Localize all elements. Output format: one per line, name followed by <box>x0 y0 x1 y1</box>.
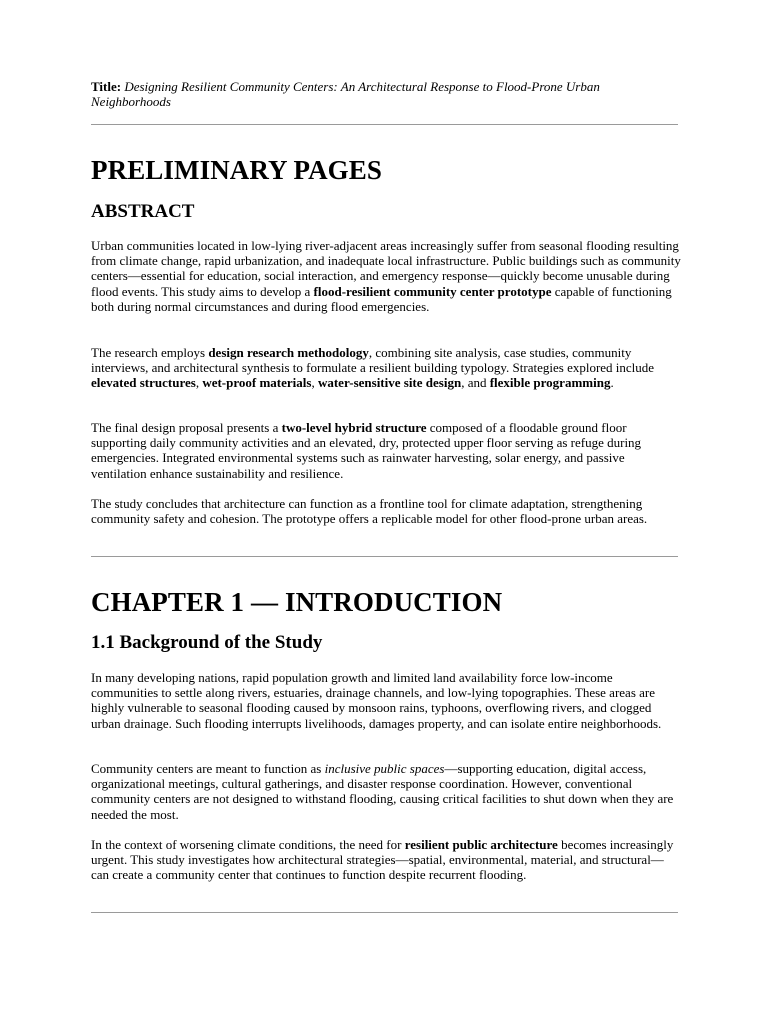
bold-term: flexible programming <box>489 375 611 391</box>
text-run: , <box>311 375 318 391</box>
bold-term: water-sensitive site design <box>317 375 462 391</box>
section-1-1-heading: 1.1 Background of the Study <box>91 632 323 653</box>
text-run: composed of a floodable ground floor supporting daily community activities and an elevated, dry, protected upper floor serving as refuge during emergencies. Integrated environmental systems such as rainwater harvesting, solar energy, and passive ventilation enhance sustainability and resilience. <box>91 420 642 481</box>
preliminary-pages-heading: PRELIMINARY PAGES <box>91 155 383 185</box>
text-run: . <box>610 375 614 391</box>
abstract-paragraph-1 <box>91 238 681 314</box>
title-label: Title: <box>91 79 122 94</box>
title-text: Designing Resilient Community Centers: An Architectural Response to Flood-Prone Urban Neighborhoods <box>91 79 600 110</box>
text-run: , and <box>461 375 490 391</box>
text-run: capable of functioning both during normal circumstances and during flood emergencies. <box>91 283 672 314</box>
bold-term: design research methodology <box>208 345 369 360</box>
bold-term: wet-proof materials <box>202 375 312 391</box>
bold-term: resilient public architecture <box>404 837 558 852</box>
background-paragraph-1: In many developing nations, rapid population growth and limited land availability force low-income communities to settle along rivers, estuaries, drainage channels, and low-lying topographies. These areas are highly vulnerable to seasonal flooding caused by monsoon rains, typhoons, overflowing rivers, and clogged urban drainage. Such flooding interrupts livelihoods, damages property, and can isolate entire neighborhoods. <box>91 670 662 731</box>
chapter-1-heading: CHAPTER 1 — INTRODUCTION <box>91 587 503 617</box>
bold-term: elevated structures <box>91 375 196 391</box>
background-paragraph-3 <box>91 837 681 883</box>
background-paragraph-2 <box>91 761 681 822</box>
text-run: , <box>195 375 203 391</box>
horizontal-rule <box>91 124 678 125</box>
document-title <box>91 79 681 109</box>
text-run: —supporting education, digital access, organizational meetings, cultural gatherings, and disaster response coordination. However, conventional community centers are not designed to withstand flooding, causing critical facilities to shut down when they are needed the most. <box>91 761 674 822</box>
text-run: becomes increasingly urgent. This study investigates how architectural strategies—spatial, environmental, material, and structural—can create a community center that continues to function despite recurrent flooding. <box>91 837 674 883</box>
abstract-paragraph-4: The study concludes that architecture can function as a frontline tool for climate adaptation, strengthening community safety and cohesion. The prototype offers a replicable model for other flood-prone urban areas. <box>91 496 648 527</box>
text-run: The research employs <box>91 345 209 360</box>
abstract-heading: ABSTRACT <box>91 201 195 222</box>
italic-term: inclusive public spaces <box>324 761 445 776</box>
text-run: In the context of worsening climate conditions, the need for <box>91 837 405 852</box>
text-run: Community centers are meant to function as <box>91 761 325 776</box>
text-run: The final design proposal presents a <box>91 420 282 435</box>
text-run: , combining site analysis, case studies, community interviews, and architectural synthesis to formulate a resilient building typology. Strategies explored include <box>91 345 655 376</box>
bold-term: two-level hybrid structure <box>281 420 427 435</box>
bold-term: flood-resilient community center prototype <box>313 283 552 299</box>
horizontal-rule <box>91 912 678 913</box>
horizontal-rule <box>91 556 678 557</box>
abstract-paragraph-2 <box>91 345 681 391</box>
abstract-paragraph-3 <box>91 420 681 481</box>
text-run: Urban communities located in low-lying river-adjacent areas increasingly suffer from seasonal flooding resulting from climate change, rapid urbanization, and inadequate local infrastructure. Public buildings such as community centers—essential for education, social interaction, and emergency response—quickly become unusable during flood events. This study aims to develop a <box>91 238 681 299</box>
